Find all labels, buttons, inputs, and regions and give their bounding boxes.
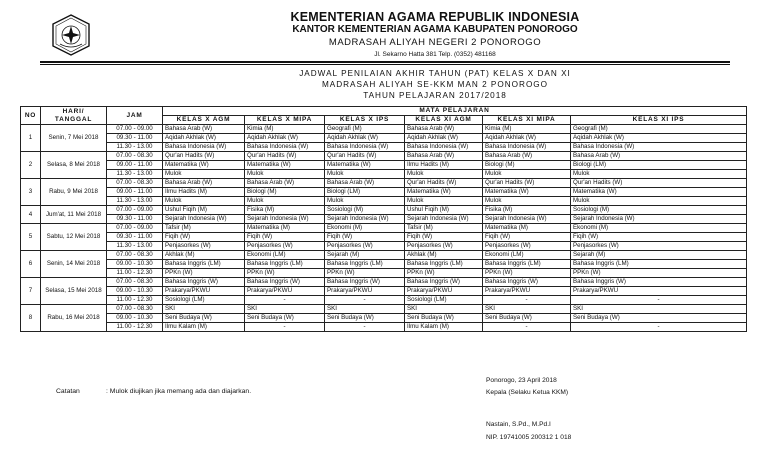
signature-name: Nastain, S.Pd., M.Pd.I xyxy=(486,421,551,428)
subject-cell: Penjasorkes (W) xyxy=(325,242,405,251)
subject-cell: Fiqih (W) xyxy=(483,233,571,242)
subject-cell: Bahasa Inggris (LM) xyxy=(245,260,325,269)
time-slot: 07.00 - 08.30 xyxy=(107,251,163,260)
time-slot: 07.00 - 09.00 xyxy=(107,224,163,233)
col-time-header: JAM xyxy=(107,107,163,125)
time-slot: 07.00 - 08.30 xyxy=(107,305,163,314)
subject-cell: Akhlak (M) xyxy=(163,251,245,260)
time-slot: 07.00 - 09.00 xyxy=(107,125,163,134)
time-slot: 11.30 - 13.00 xyxy=(107,242,163,251)
table-row xyxy=(21,278,747,287)
day-number: 5 xyxy=(21,224,41,251)
header-rule-thin xyxy=(40,64,730,65)
subject-cell: Matematika (W) xyxy=(245,161,325,170)
time-slot: 09.00 - 11.00 xyxy=(107,188,163,197)
time-slot: 09.00 - 10.30 xyxy=(107,287,163,296)
subject-cell: - xyxy=(325,323,405,332)
subject-cell: Ekonomi (M) xyxy=(571,224,747,233)
subject-cell: Bahasa Indonesia (W) xyxy=(571,143,747,152)
subject-cell: Sosiologi (LM) xyxy=(405,296,483,305)
day-date: Senin, 7 Mei 2018 xyxy=(41,125,107,152)
header-school: MADRASAH ALIYAH NEGERI 2 PONOROGO xyxy=(328,37,542,48)
subject-cell: Seni Budaya (W) xyxy=(483,314,571,323)
class-header: KELAS X IPS xyxy=(325,116,405,125)
time-slot: 07.00 - 09.00 xyxy=(107,206,163,215)
subject-cell: Sosiologi (M) xyxy=(571,206,747,215)
table-row xyxy=(21,215,747,224)
subject-cell: Bahasa Arab (W) xyxy=(405,152,483,161)
note-label: Catatan xyxy=(56,388,80,395)
document-subtitle: MADRASAH ALIYAH SE-KKM MAN 2 PONOROGO xyxy=(321,80,549,89)
header-rule-thick xyxy=(40,61,730,63)
subject-cell: - xyxy=(325,296,405,305)
subject-cell: Mulok xyxy=(325,197,405,206)
table-row xyxy=(21,251,747,260)
subject-cell: Mulok xyxy=(483,197,571,206)
day-number: 7 xyxy=(21,278,41,305)
header-ministry: KEMENTERIAN AGAMA REPUBLIK INDONESIA xyxy=(290,10,580,24)
subject-cell: Penjasorkes (W) xyxy=(245,242,325,251)
subject-cell: Mulok xyxy=(163,197,245,206)
subject-cell: Seni Budaya (W) xyxy=(325,314,405,323)
table-row xyxy=(21,134,747,143)
subject-cell: Mulok xyxy=(571,170,747,179)
subject-cell: Ushul Fiqih (M) xyxy=(163,206,245,215)
subject-cell: Bahasa Arab (W) xyxy=(163,125,245,134)
subject-cell: Sejarah (M) xyxy=(325,251,405,260)
subject-cell: Seni Budaya (W) xyxy=(405,314,483,323)
class-header: KELAS XI AGM xyxy=(405,116,483,125)
time-slot: 09.00 - 11.00 xyxy=(107,161,163,170)
subject-cell: PPKn (W) xyxy=(245,269,325,278)
subject-cell: Mulok xyxy=(571,197,747,206)
time-slot: 09.30 - 11.00 xyxy=(107,134,163,143)
subject-cell: Biologi (LM) xyxy=(325,188,405,197)
table-row xyxy=(21,188,747,197)
ministry-logo xyxy=(50,14,92,56)
day-number: 4 xyxy=(21,206,41,224)
time-slot: 11.30 - 13.00 xyxy=(107,197,163,206)
subject-cell: Prakarya/PKWU xyxy=(483,287,571,296)
subject-cell: SKI xyxy=(405,305,483,314)
subject-cell: Qur'an Hadits (W) xyxy=(571,179,747,188)
subject-cell: Bahasa Indonesia (W) xyxy=(405,143,483,152)
subject-cell: Matematika (W) xyxy=(483,188,571,197)
table-row xyxy=(21,170,747,179)
subject-cell: Sejarah Indonesia (W) xyxy=(571,215,747,224)
time-slot: 07.00 - 08.30 xyxy=(107,278,163,287)
subject-cell: Bahasa Indonesia (W) xyxy=(245,143,325,152)
subject-cell: Seni Budaya (W) xyxy=(163,314,245,323)
col-day-header: HARI/ TANGGAL xyxy=(41,107,107,125)
document-title: JADWAL PENILAIAN AKHIR TAHUN (PAT) KELAS X DAN XI xyxy=(299,69,571,78)
subject-cell: Bahasa Arab (W) xyxy=(405,125,483,134)
table-row xyxy=(21,296,747,305)
time-slot: 09.00 - 10.30 xyxy=(107,314,163,323)
table-row xyxy=(21,305,747,314)
subject-cell: Ilmu Hadits (M) xyxy=(163,188,245,197)
day-date: Sabtu, 12 Mei 2018 xyxy=(41,224,107,251)
subject-cell: - xyxy=(245,296,325,305)
subject-cell: Kimia (M) xyxy=(483,125,571,134)
subject-cell: Bahasa Arab (W) xyxy=(163,179,245,188)
subject-cell: Bahasa Inggris (W) xyxy=(483,278,571,287)
day-date: Selasa, 15 Mei 2018 xyxy=(41,278,107,305)
subject-cell: Bahasa Inggris (W) xyxy=(405,278,483,287)
subject-cell: PPKn (W) xyxy=(405,269,483,278)
subject-cell: SKI xyxy=(245,305,325,314)
subject-cell: PPKn (W) xyxy=(325,269,405,278)
subject-cell: Aqidah Akhlak (W) xyxy=(571,134,747,143)
subject-cell: Sejarah (M) xyxy=(571,251,747,260)
subject-cell: Seni Budaya (W) xyxy=(245,314,325,323)
day-number: 1 xyxy=(21,125,41,152)
table-row xyxy=(21,197,747,206)
subject-cell: Aqidah Akhlak (W) xyxy=(163,134,245,143)
day-date: Selasa, 8 Mei 2018 xyxy=(41,152,107,179)
subject-cell: SKI xyxy=(483,305,571,314)
table-row xyxy=(21,143,747,152)
subject-cell: - xyxy=(245,323,325,332)
time-slot: 11.30 - 13.00 xyxy=(107,170,163,179)
subject-cell: Bahasa Arab (W) xyxy=(245,179,325,188)
subject-cell: - xyxy=(483,296,571,305)
subject-cell: Ekonomi (LM) xyxy=(245,251,325,260)
subject-cell: Ushul Fiqih (M) xyxy=(405,206,483,215)
subject-cell: Fiqih (W) xyxy=(245,233,325,242)
subject-cell: Bahasa Inggris (W) xyxy=(245,278,325,287)
subject-cell: Bahasa Inggris (W) xyxy=(325,278,405,287)
subject-cell: Prakarya/PKWU xyxy=(245,287,325,296)
subject-cell: Mulok xyxy=(405,197,483,206)
subject-cell: Bahasa Inggris (LM) xyxy=(483,260,571,269)
subject-cell: Matematika (W) xyxy=(163,161,245,170)
subject-cell: Kimia (M) xyxy=(245,125,325,134)
subject-cell: PPKn (W) xyxy=(483,269,571,278)
subject-cell: Aqidah Akhlak (W) xyxy=(405,134,483,143)
subject-cell: Prakarya/PKWU xyxy=(405,287,483,296)
subject-cell: Prakarya/PKWU xyxy=(325,287,405,296)
subject-cell: SKI xyxy=(325,305,405,314)
class-header: KELAS X MIPA xyxy=(245,116,325,125)
subject-cell: Matematika (W) xyxy=(325,161,405,170)
time-slot: 09.30 - 11.00 xyxy=(107,215,163,224)
class-header: KELAS XI IPS xyxy=(571,116,747,125)
subject-cell: Bahasa Indonesia (W) xyxy=(163,143,245,152)
table-row xyxy=(21,287,747,296)
signature-nip: NIP. 19741005 200312 1 018 xyxy=(486,434,572,441)
time-slot: 09.30 - 11.00 xyxy=(107,233,163,242)
col-no-header: NO xyxy=(21,107,41,125)
subject-cell: Fiqih (W) xyxy=(325,233,405,242)
subject-cell: Penjasorkes (W) xyxy=(163,242,245,251)
subject-cell: Ilmu Kalam (M) xyxy=(405,323,483,332)
subject-cell: SKI xyxy=(571,305,747,314)
day-date: Senin, 14 Mei 2018 xyxy=(41,251,107,278)
subject-cell: Bahasa Indonesia (W) xyxy=(325,143,405,152)
subject-cell: Tafsir (M) xyxy=(163,224,245,233)
subject-cell: Ekonomi (M) xyxy=(325,224,405,233)
subject-cell: PPKn (W) xyxy=(571,269,747,278)
subject-cell: Aqidah Akhlak (W) xyxy=(245,134,325,143)
subject-cell: Bahasa Inggris (W) xyxy=(163,278,245,287)
subject-cell: Seni Budaya (W) xyxy=(571,314,747,323)
subject-cell: Mulok xyxy=(483,170,571,179)
time-slot: 07.00 - 08.30 xyxy=(107,179,163,188)
subject-cell: Qur'an Hadits (W) xyxy=(245,152,325,161)
subject-cell: Geografi (M) xyxy=(325,125,405,134)
subject-cell: Matematika (M) xyxy=(245,224,325,233)
day-date: Rabu, 16 Mei 2018 xyxy=(41,305,107,332)
subject-cell: Penjasorkes (W) xyxy=(483,242,571,251)
day-number: 8 xyxy=(21,305,41,332)
subject-cell: Qur'an Hadits (W) xyxy=(163,152,245,161)
table-row xyxy=(21,206,747,215)
subject-cell: Sejarah Indonesia (W) xyxy=(483,215,571,224)
table-row xyxy=(21,125,747,134)
day-number: 6 xyxy=(21,251,41,278)
subject-cell: Aqidah Akhlak (W) xyxy=(325,134,405,143)
signature-role: Kepala (Selaku Ketua KKM) xyxy=(486,389,569,396)
subject-cell: Sosiologi (LM) xyxy=(163,296,245,305)
subject-cell: SKI xyxy=(163,305,245,314)
subject-cell: Mulok xyxy=(405,170,483,179)
subject-cell: Akhlak (M) xyxy=(405,251,483,260)
subject-cell: Mulok xyxy=(325,170,405,179)
subject-cell: Bahasa Inggris (LM) xyxy=(163,260,245,269)
subject-cell: Sejarah Indonesia (W) xyxy=(163,215,245,224)
subject-cell: Geografi (M) xyxy=(571,125,747,134)
subject-cell: Bahasa Arab (W) xyxy=(483,152,571,161)
table-row xyxy=(21,269,747,278)
subject-cell: Penjasorkes (W) xyxy=(405,242,483,251)
table-row xyxy=(21,314,747,323)
subject-cell: Bahasa Inggris (LM) xyxy=(405,260,483,269)
subject-cell: Mulok xyxy=(245,197,325,206)
time-slot: 11.00 - 12.30 xyxy=(107,296,163,305)
signature-place-date: Ponorogo, 23 April 2018 xyxy=(486,377,557,384)
subject-cell: Matematika (W) xyxy=(571,188,747,197)
subject-cell: Bahasa Inggris (LM) xyxy=(325,260,405,269)
table-row xyxy=(21,323,747,332)
subject-cell: Qur'an Hadits (W) xyxy=(405,179,483,188)
subject-cell: Qur'an Hadits (W) xyxy=(483,179,571,188)
subject-cell: Fiqih (W) xyxy=(571,233,747,242)
subject-cell: Biologi (M) xyxy=(483,161,571,170)
subject-cell: Fisika (M) xyxy=(483,206,571,215)
subject-group-header: MATA PELAJARAN xyxy=(163,107,747,116)
subject-cell: Sejarah Indonesia (W) xyxy=(245,215,325,224)
subject-cell: Biologi (M) xyxy=(245,188,325,197)
subject-cell: Bahasa Indonesia (W) xyxy=(483,143,571,152)
subject-cell: Tafsir (M) xyxy=(405,224,483,233)
table-row xyxy=(21,161,747,170)
time-slot: 07.00 - 08.30 xyxy=(107,152,163,161)
header-office: KANTOR KEMENTERIAN AGAMA KABUPATEN PONOROGO xyxy=(292,24,578,35)
day-number: 2 xyxy=(21,152,41,179)
subject-cell: Qur'an Hadits (W) xyxy=(325,152,405,161)
subject-cell: Mulok xyxy=(163,170,245,179)
subject-cell: Matematika (M) xyxy=(483,224,571,233)
subject-cell: Aqidah Akhlak (W) xyxy=(483,134,571,143)
subject-cell: - xyxy=(483,323,571,332)
subject-cell: Fisika (M) xyxy=(245,206,325,215)
subject-cell: PPKn (W) xyxy=(163,269,245,278)
subject-cell: Ekonomi (LM) xyxy=(483,251,571,260)
subject-cell: Sosiologi (M) xyxy=(325,206,405,215)
time-slot: 11.00 - 12.30 xyxy=(107,269,163,278)
subject-cell: Matematika (W) xyxy=(405,188,483,197)
subject-cell: Fiqih (W) xyxy=(405,233,483,242)
table-row xyxy=(21,242,747,251)
subject-cell: Sejarah Indonesia (W) xyxy=(405,215,483,224)
day-date: Rabu, 9 Mei 2018 xyxy=(41,179,107,206)
subject-cell: Bahasa Inggris (LM) xyxy=(571,260,747,269)
day-date: Jum'at, 11 Mei 2018 xyxy=(41,206,107,224)
class-header: KELAS X AGM xyxy=(163,116,245,125)
subject-cell: - xyxy=(571,323,747,332)
table-row xyxy=(21,233,747,242)
header-address: Jl. Sekarno Hatta 381 Telp. (0352) 481168 xyxy=(374,51,496,58)
subject-cell: Bahasa Arab (W) xyxy=(325,179,405,188)
subject-cell: Bahasa Inggris (W) xyxy=(571,278,747,287)
subject-cell: Ilmu Kalam (M) xyxy=(163,323,245,332)
subject-cell: Fiqih (W) xyxy=(163,233,245,242)
subject-cell: Ilmu Hadits (M) xyxy=(405,161,483,170)
time-slot: 09.00 - 10.30 xyxy=(107,260,163,269)
table-row xyxy=(21,152,747,161)
table-row xyxy=(21,224,747,233)
class-header: KELAS XI MIPA xyxy=(483,116,571,125)
subject-cell: Penjasorkes (W) xyxy=(571,242,747,251)
subject-cell: Prakarya/PKWU xyxy=(163,287,245,296)
time-slot: 11.30 - 13.00 xyxy=(107,143,163,152)
subject-cell: Biologi (LM) xyxy=(571,161,747,170)
day-number: 3 xyxy=(21,179,41,206)
exam-schedule-table xyxy=(20,106,747,332)
document-year: TAHUN PELAJARAN 2017/2018 xyxy=(363,91,507,100)
subject-cell: Prakarya/PKWU xyxy=(571,287,747,296)
subject-cell: Mulok xyxy=(245,170,325,179)
note-text: : Mulok diujikan jika memang ada dan diajarkan. xyxy=(106,388,252,395)
table-row xyxy=(21,260,747,269)
time-slot: 11.00 - 12.30 xyxy=(107,323,163,332)
subject-cell: Bahasa Arab (W) xyxy=(571,152,747,161)
subject-cell: - xyxy=(571,296,747,305)
subject-cell: Sejarah Indonesia (W) xyxy=(325,215,405,224)
table-row xyxy=(21,179,747,188)
table-header-row xyxy=(21,107,747,116)
